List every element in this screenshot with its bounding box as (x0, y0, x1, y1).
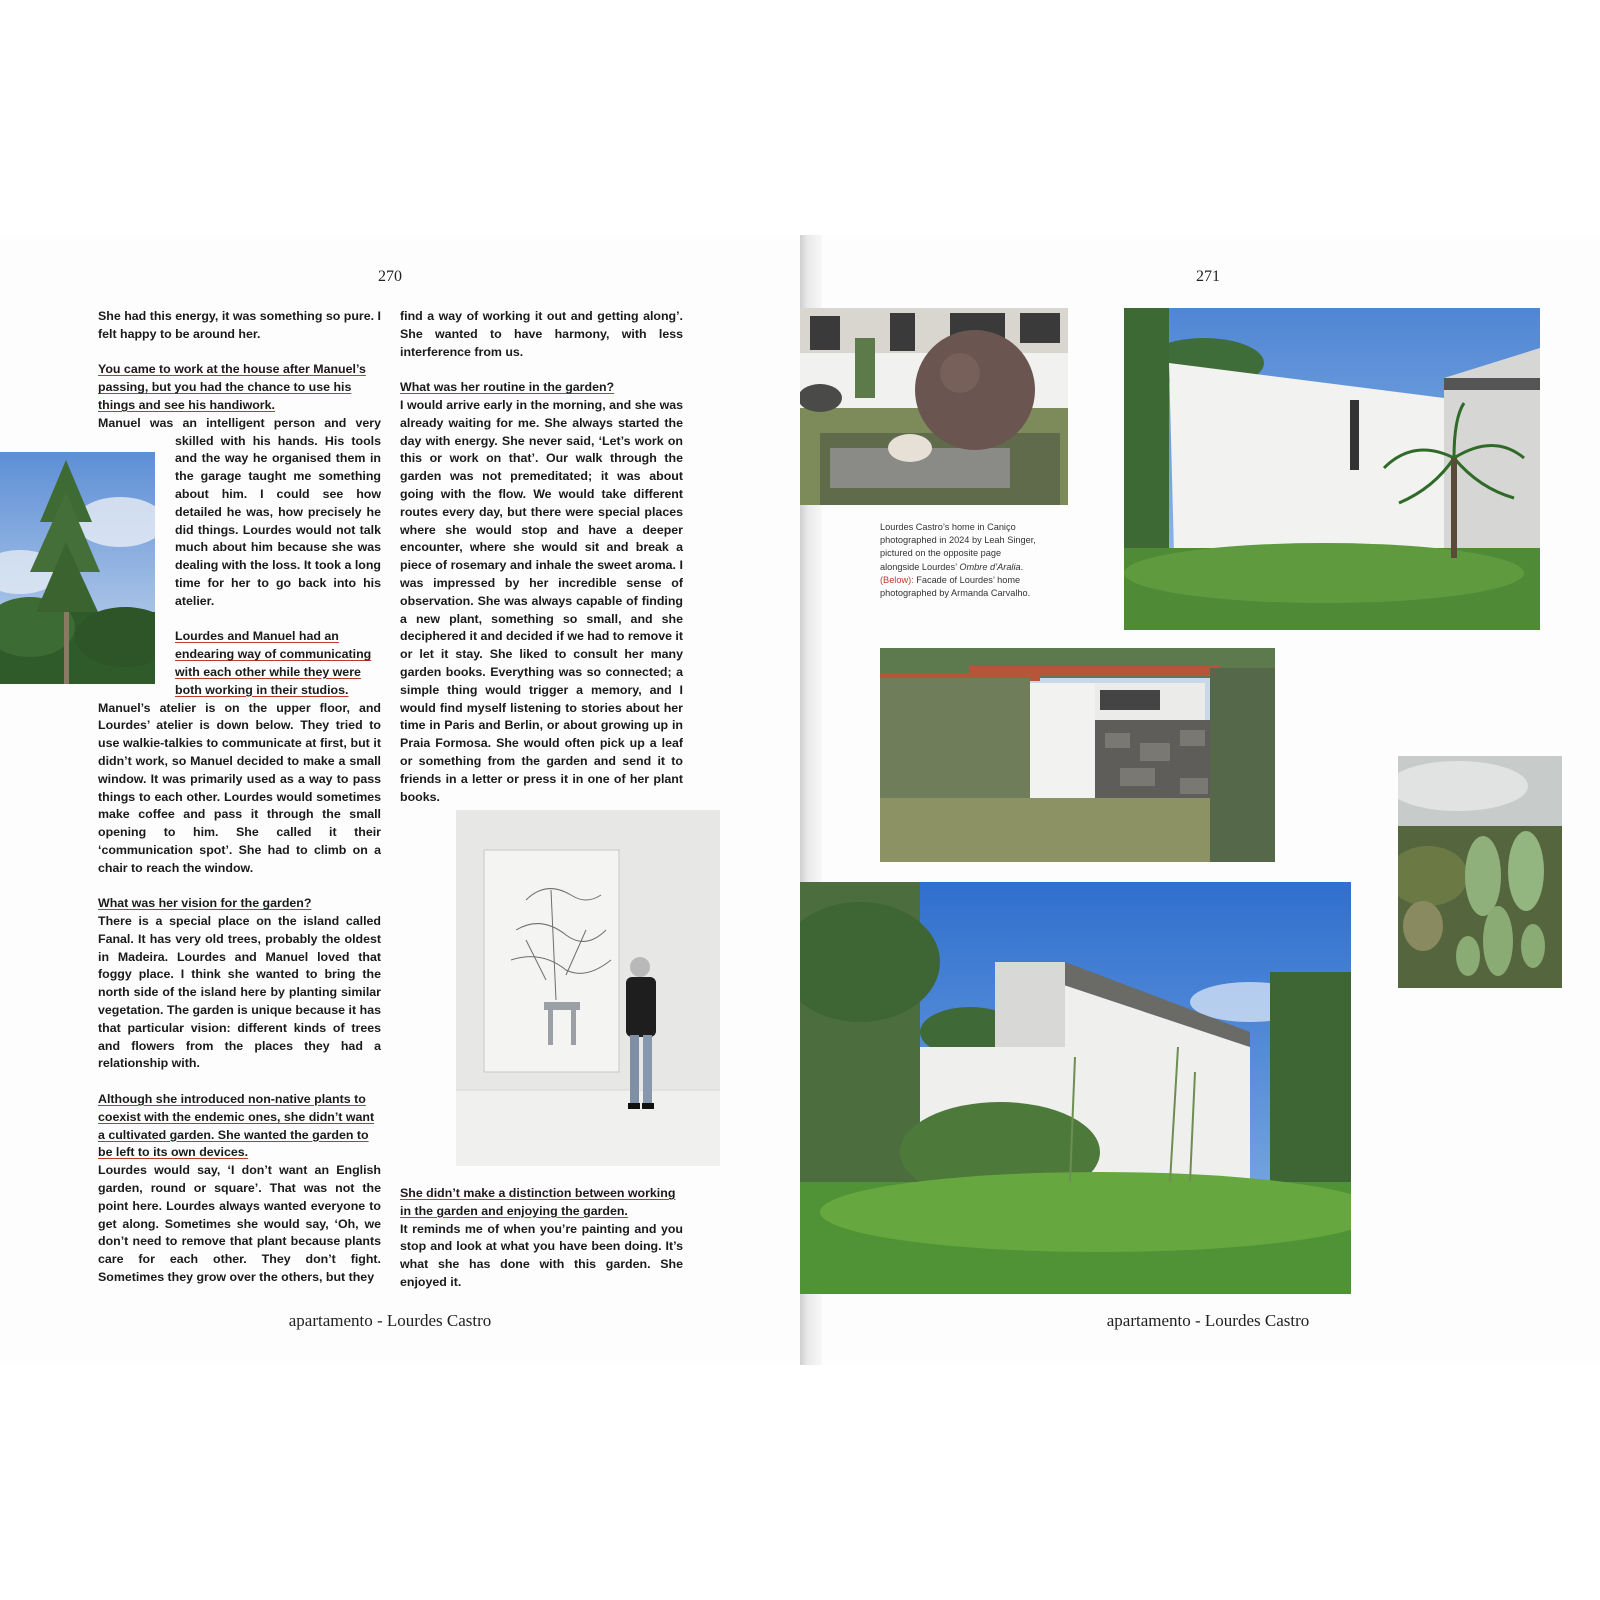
house-stone-wall-photo (880, 648, 1275, 862)
white-wall-fern-photo (1124, 308, 1540, 630)
paragraph: Manuel was an intelligent person and very (98, 415, 381, 430)
left-column-2 (400, 308, 683, 806)
artwork-title: Ombre d’Aralia (959, 561, 1021, 572)
caption-below-label: (Below): (880, 574, 914, 585)
question-highlight: What was her routine in the garden? (400, 380, 615, 395)
paragraph: Lourdes would say, ‘I don’t want an English garden, round or square’. That was not the point here. Lourdes always wanted everyone to get along. Sometimes she would say, ‘Oh, we don’t need to remove that plant because plants care for each other. They don’t fight. Sometimes they grow over the others, but they (98, 1163, 381, 1285)
paragraph: She had this energy, it was something so pure. I felt happy to be around her. (98, 309, 381, 341)
paragraph: find a way of working it out and getting along’. She wanted to have harmony, with less interference from us. (400, 309, 683, 359)
page-number-right: 271 (1196, 268, 1220, 285)
left-column-2-end (400, 1185, 683, 1292)
caption-text: Lourdes Castro’s home in Caniço photographed in 2024 by Leah Singer, pictured on the opposite page alongside Lourdes’ (880, 522, 1036, 572)
paragraph: It reminds me of when you’re painting and you stop and look at what you have been doing. It’s what she has done with this garden. She enjoyed it. (400, 1221, 683, 1289)
question-highlight: Although she introduced non-native plants to coexist with the endemic ones, she didn’t want a cultivated garden. She wanted the garden to be left to its own devices. (98, 1092, 375, 1160)
paragraph: I would arrive early in the morning, and she was already waiting for me. She always started the day with energy. She never said, ‘Let’s work on this or work on that’. Our walk through the garden was not premeditated; it was about going with the flow. We would take different routes every day, but there were special places where she would stop and have a deeper encounter, where she would sit and break a piece of rosemary and inhale the sweet aroma. I was impressed by her incredible sense of observation. She was always capable of finding a new plant, something so small, and she deciphered it and decided if we had to remove it or let it stay. She liked to consult her many garden books. Everything was so connected; a simple thing would trigger a memory, and I would find myself listening to stories about her time in Paris and Berlin, or about growing up in Praia Formosa. She would often pick up a leaf or something from the garden and send it to friends in a letter or press it in one of her plant books. (400, 397, 683, 804)
question-highlight: She didn’t make a distinction between working in the garden and enjoying the garden. (400, 1186, 676, 1218)
question-highlight: Lourdes and Manuel had an endearing way of communicating with each other while they were both working in their studios. (175, 629, 372, 697)
stone-sphere-photo (800, 308, 1068, 505)
footer-left: apartamento - Lourdes Castro (288, 1311, 492, 1330)
left-column-1 (98, 308, 381, 1287)
question-highlight: You came to work at the house after Manuel’s passing, but you had the chance to use his things and see his handiwork. (98, 362, 366, 412)
photo-caption (880, 521, 1040, 600)
caption-text: Facade of Lourdes’ home photographed by Armanda Carvalho. (880, 574, 1031, 599)
caption-text: . (1020, 561, 1024, 572)
footer-right: apartamento - Lourdes Castro (1106, 1311, 1310, 1330)
paragraph: There is a special place on the island called Fanal. It has very old trees, probably the oldest in Madeira. Lourdes and Manuel loved that foggy place. I think she wanted to bring the north side of the island here by planting similar vegetation. The garden is unique because it has that particular vision: different kinds of trees and flowers from the places they had a relationship with. (98, 914, 381, 1071)
cactus-photo (1398, 756, 1562, 988)
white-house-garden-photo (800, 882, 1351, 1294)
page-number-left: 270 (378, 268, 402, 285)
paragraph: Manuel’s atelier is on the upper floor, and Lourdes’ atelier is down below. They tried to use walkie-talkies to communicate at first, but it didn’t work, so Manuel decided to make a small window. It was primarily used as a way to pass things to each other. Lourdes would sometimes make coffee and pass it through the small opening to him. She called it their ‘communication spot’. She had to climb on a chair to reach the window. (98, 700, 381, 875)
paragraph: skilled with his hands. His tools and the way he organised them in the garage taught me something about him. I could see how detailed he was, how precisely he did things. Lourdes would not talk much about him because she was dealing with the loss. It took a long time for her to go back into his atelier. (175, 433, 381, 608)
gallery-photo (456, 810, 720, 1166)
question-highlight: What was her vision for the garden? (98, 896, 312, 911)
